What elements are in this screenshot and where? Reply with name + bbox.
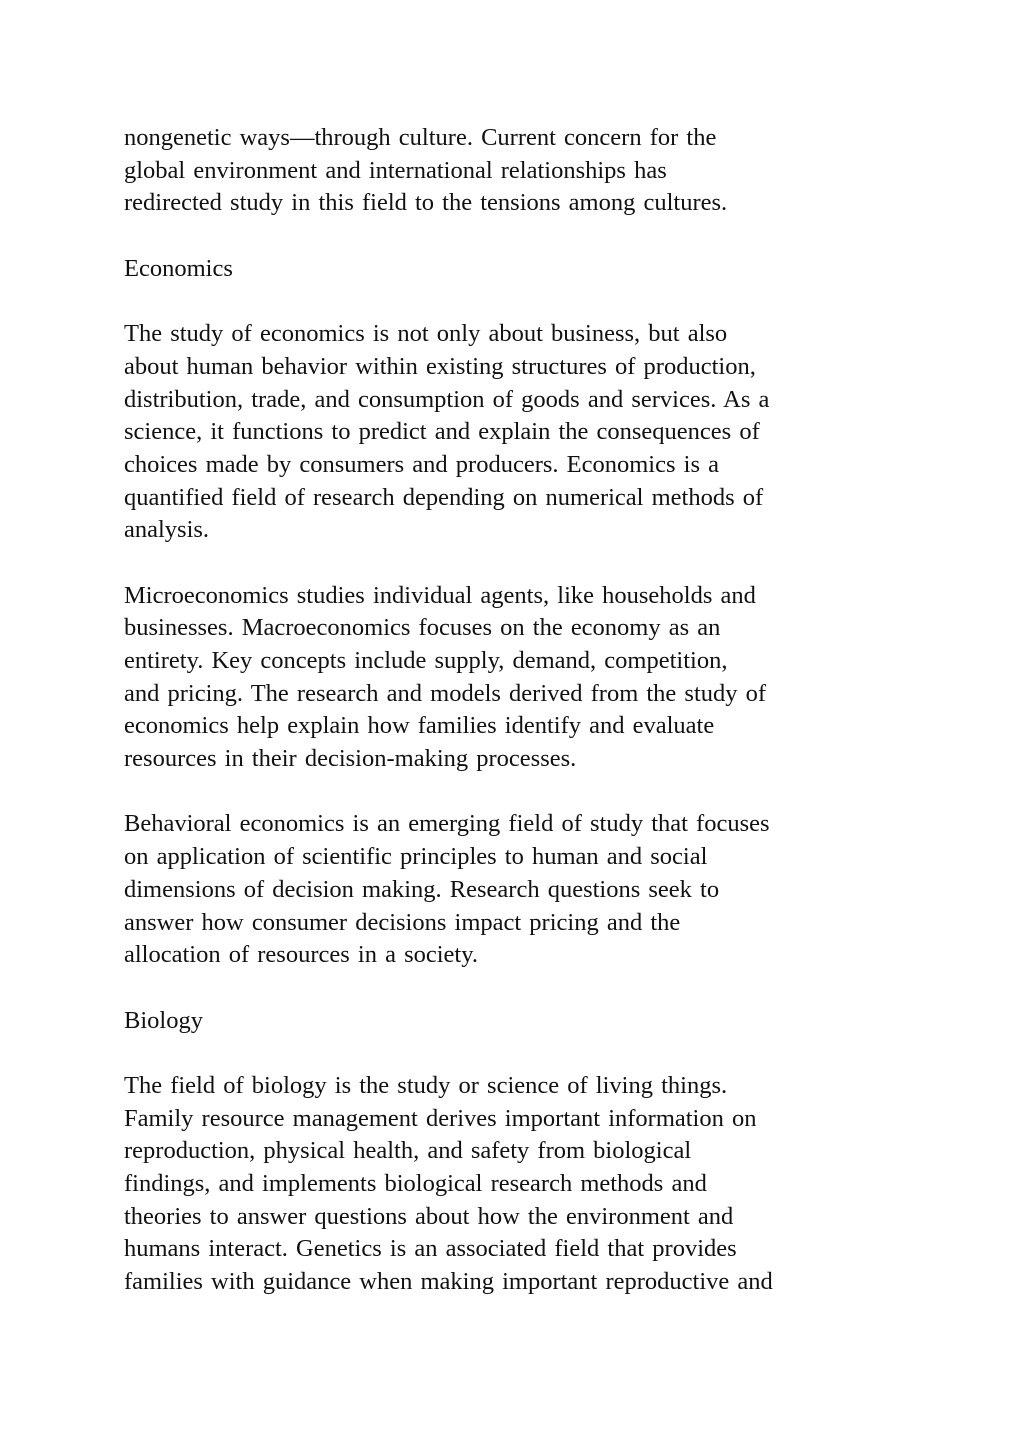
text-line: Behavioral economics is an emerging field of study that focuses [124, 810, 770, 838]
section-heading: Economics [124, 254, 233, 282]
text-line: humans interact. Genetics is an associated field that provides [124, 1235, 737, 1263]
text-line: nongenetic ways—through culture. Current concern for the [124, 124, 717, 151]
document-body [124, 122, 924, 1299]
text-line: The study of economics is not only about business, but also [124, 320, 728, 348]
paragraph-micro-macro [124, 580, 924, 776]
heading-economics [124, 253, 924, 286]
paragraph-gap [124, 1037, 924, 1070]
paragraph-behavioral-economics [124, 808, 924, 971]
paragraph-gap [124, 285, 924, 318]
text-line: and pricing. The research and models derived from the study of [124, 679, 767, 707]
text-line: economics help explain how families identify and evaluate [124, 712, 715, 740]
paragraph-biology [124, 1070, 924, 1299]
text-line: findings, and implements biological research methods and [124, 1170, 707, 1197]
text-line: resources in their decision-making processes. [124, 745, 577, 773]
text-line: distribution, trade, and consumption of goods and services. As a [124, 385, 770, 413]
text-line: on application of scientific principles to human and social [124, 843, 708, 871]
section-heading: Biology [124, 1006, 203, 1034]
text-line: dimensions of decision making. Research questions seek to [124, 875, 720, 903]
text-line: families with guidance when making important reproductive and [124, 1268, 773, 1296]
text-line: The field of biology is the study or science of living things. [124, 1071, 728, 1099]
text-line: Family resource management derives important information on [124, 1104, 757, 1132]
text-line: redirected study in this field to the tensions among cultures. [124, 189, 728, 217]
heading-biology [124, 1005, 924, 1038]
text-line: businesses. Macroeconomics focuses on the economy as an [124, 614, 721, 642]
paragraph-anthropology-end [124, 122, 924, 220]
text-line: choices made by consumers and producers. Economics is a [124, 450, 719, 478]
text-line: analysis. [124, 516, 210, 544]
paragraph-gap [124, 776, 924, 809]
text-line: entirety. Key concepts include supply, demand, competition, [124, 647, 728, 674]
paragraph-gap [124, 220, 924, 253]
text-line: Microeconomics studies individual agents, like households and [124, 581, 756, 609]
text-line: theories to answer questions about how the environment and [124, 1202, 734, 1230]
text-line: global environment and international relationships has [124, 156, 667, 184]
text-line: answer how consumer decisions impact pricing and the [124, 908, 681, 936]
text-line: quantified field of research depending on numerical methods of [124, 483, 764, 511]
text-line: reproduction, physical health, and safety from biological [124, 1137, 692, 1165]
text-line: science, it functions to predict and explain the consequences of [124, 418, 760, 446]
paragraph-gap [124, 972, 924, 1005]
paragraph-economics-intro [124, 318, 924, 547]
paragraph-gap [124, 547, 924, 580]
text-line: allocation of resources in a society. [124, 941, 479, 969]
text-line: about human behavior within existing structures of production, [124, 352, 756, 380]
